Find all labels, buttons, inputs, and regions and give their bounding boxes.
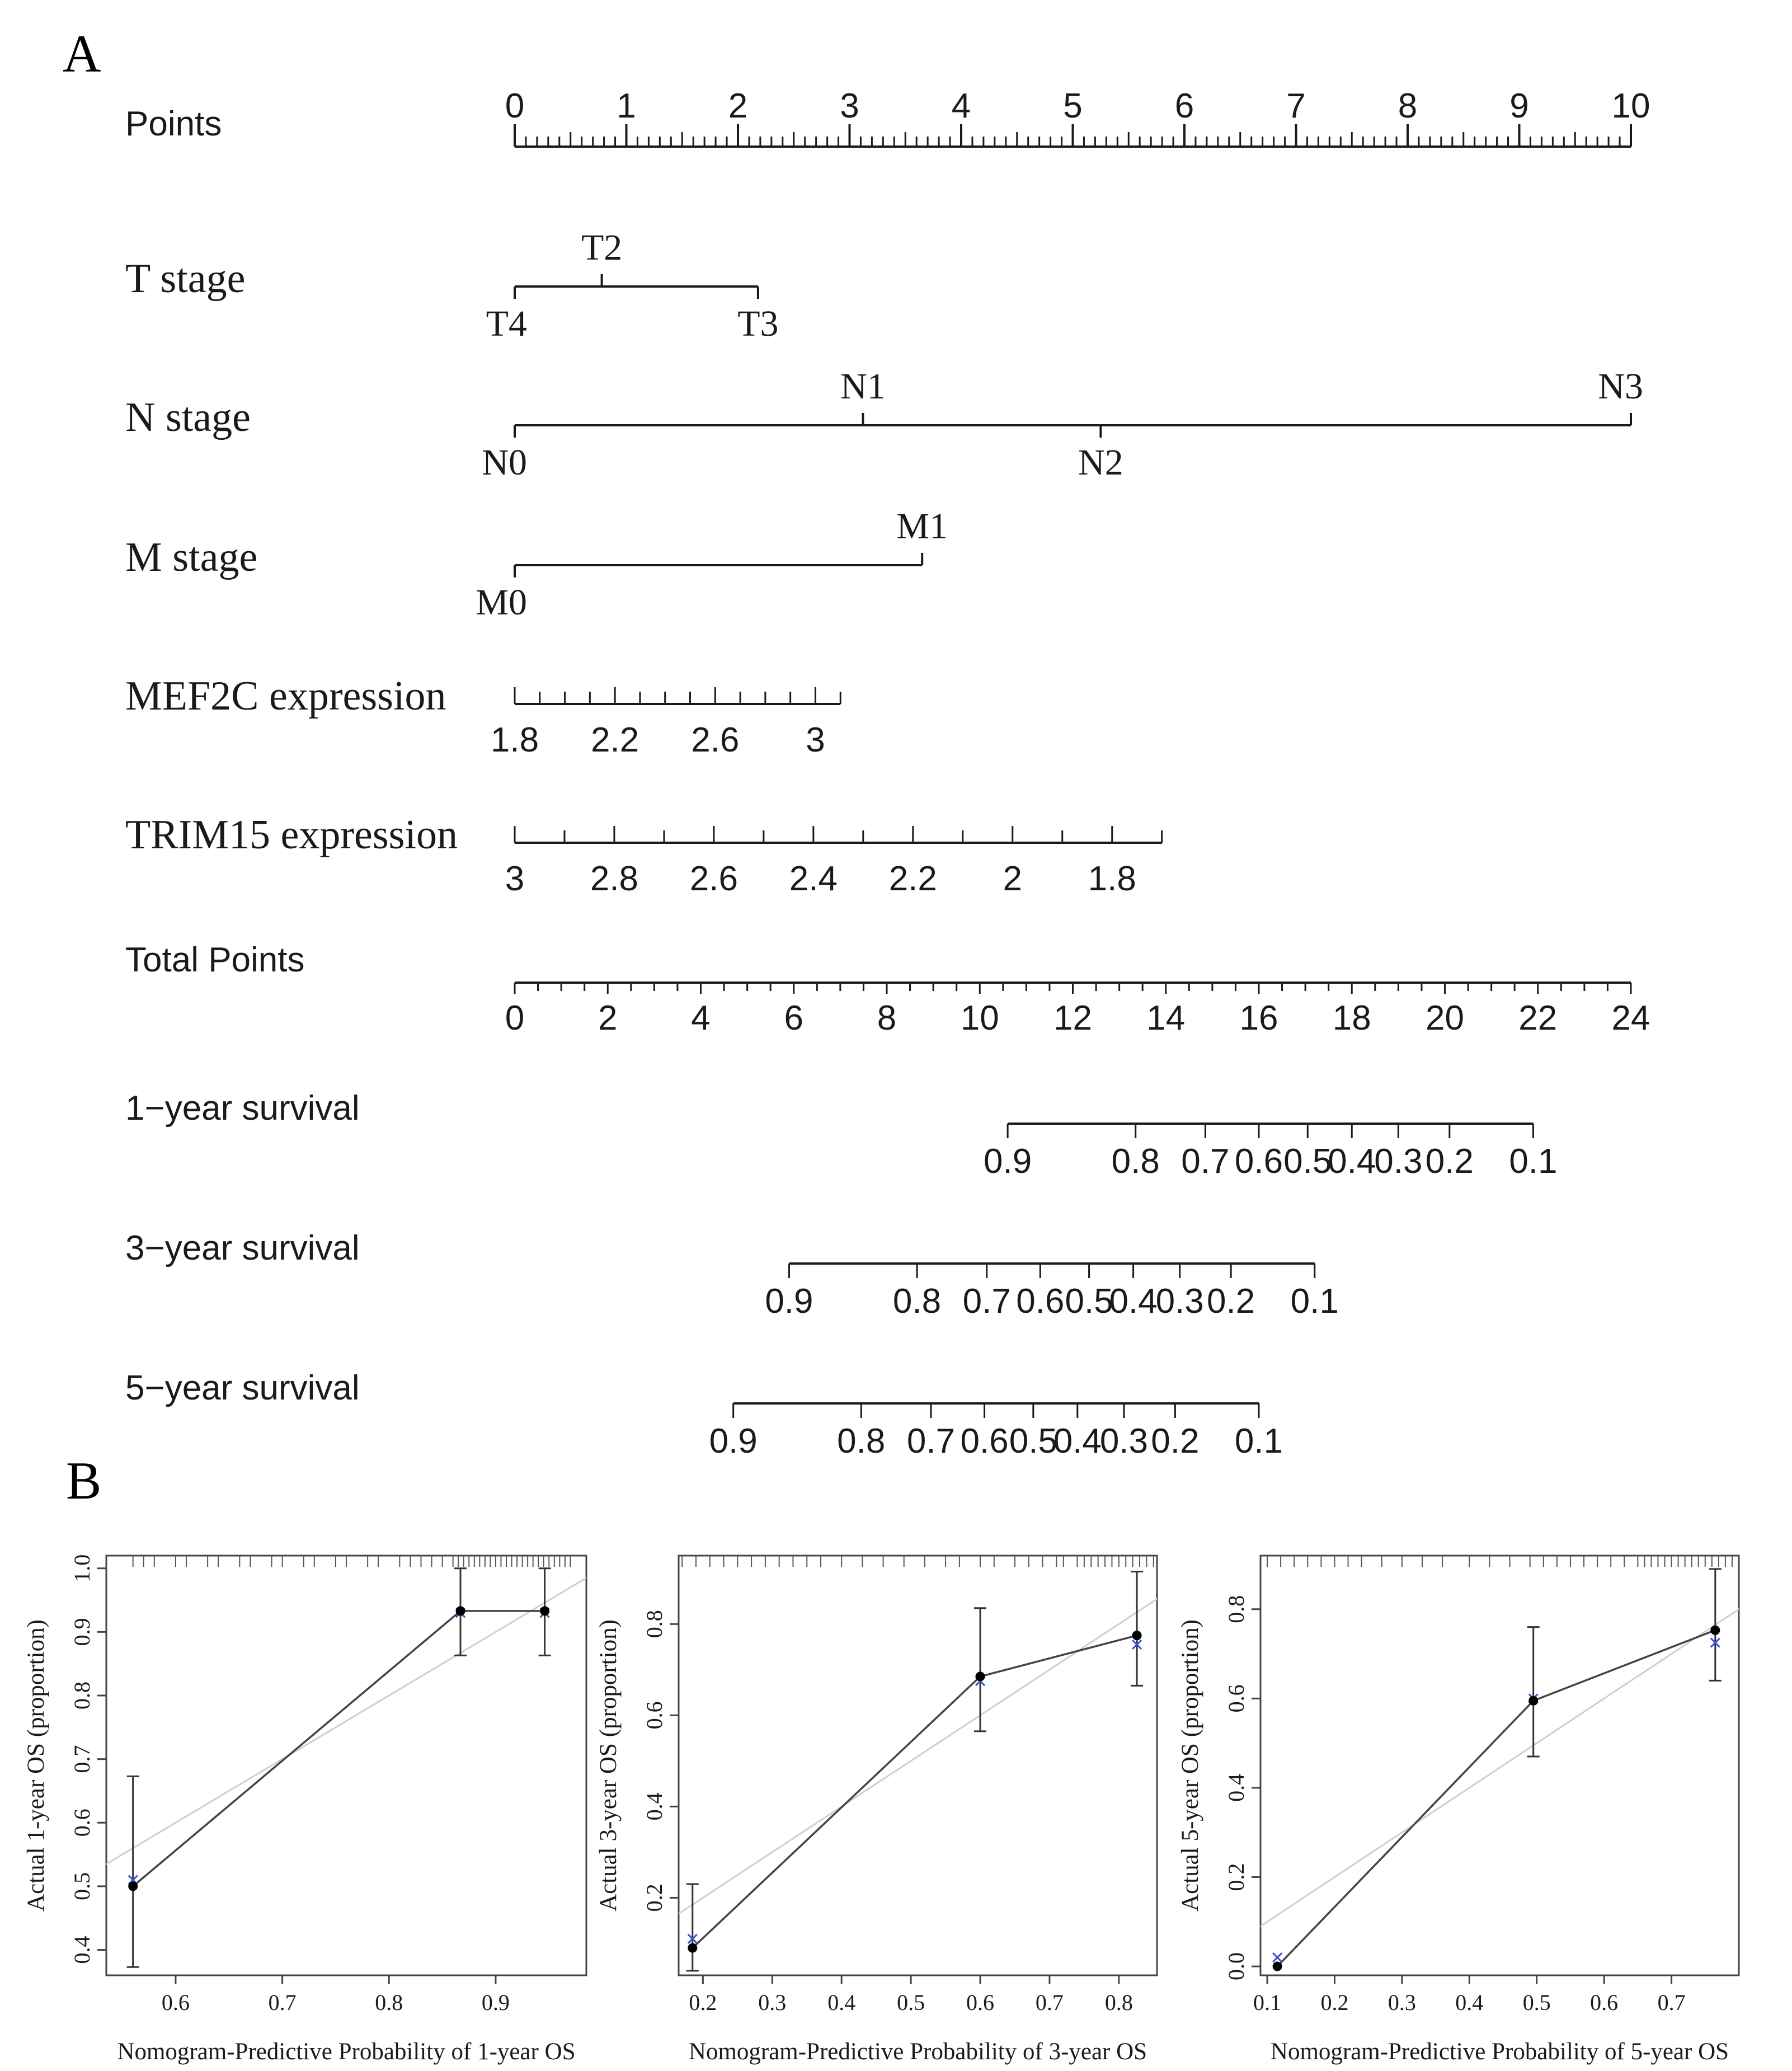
survival-tick-label: 0.4 (1053, 1422, 1102, 1460)
row-label-mef2c-expression: MEF2C expression (125, 673, 446, 719)
continuous-tick-label: 2.6 (691, 721, 740, 759)
x-axis-title: Nomogram-Predictive Probability of 3-year OS (688, 2039, 1147, 2065)
observed-point (1528, 1696, 1538, 1706)
survival-tick-label: 0.7 (1181, 1142, 1230, 1181)
survival-tick-label: 0.8 (837, 1422, 886, 1460)
points-tick-label: 9 (1509, 87, 1529, 125)
total-tick-label: 18 (1332, 999, 1371, 1037)
y-tick-label: 0.4 (69, 1936, 95, 1964)
plot-frame (1260, 1556, 1739, 1975)
observed-point (456, 1606, 465, 1616)
continuous-tick-label: 2.2 (591, 721, 639, 759)
continuous-tick-label: 2.6 (689, 860, 739, 898)
survival-tick-label: 0.1 (1509, 1142, 1558, 1181)
x-tick-label: 0.8 (375, 1990, 403, 2015)
level-label-t2: T2 (581, 227, 623, 268)
observed-point (976, 1672, 985, 1682)
x-tick-label: 0.3 (758, 1990, 787, 2015)
survival-tick-label: 0.7 (906, 1422, 956, 1460)
y-tick-label: 0.8 (69, 1682, 95, 1710)
row-label-m-stage: M stage (125, 534, 258, 580)
total-tick-label: 12 (1053, 999, 1092, 1037)
survival-tick-label: 0.1 (1290, 1282, 1339, 1321)
survival-tick-label: 0.2 (1425, 1142, 1474, 1181)
continuous-tick-label: 2.2 (888, 860, 937, 898)
x-tick-label: 0.2 (1320, 1990, 1349, 2015)
calibration-plot-2 (595, 1556, 1188, 2065)
points-tick-label: 7 (1286, 87, 1306, 125)
survival-tick-label: 0.5 (1065, 1282, 1113, 1321)
continuous-tick-label: 3 (505, 860, 525, 898)
level-label-m0: M0 (476, 582, 527, 623)
x-tick-label: 0.6 (1590, 1990, 1619, 2015)
y-tick-label: 0.6 (642, 1701, 667, 1730)
calibration-panels (23, 1555, 1792, 2065)
level-label-n3: N3 (1598, 366, 1643, 407)
y-tick-label: 0.6 (1224, 1684, 1249, 1713)
level-label-m1: M1 (896, 506, 948, 547)
continuous-tick-label: 2 (1003, 860, 1023, 898)
ideal-reference-line (101, 1568, 602, 1867)
calibration-plot-1 (23, 1555, 603, 2065)
row-label-5-year-survival: 5−year survival (125, 1369, 360, 1407)
continuous-tick-label: 2.8 (590, 860, 639, 898)
total-tick-label: 22 (1518, 999, 1558, 1037)
continuous-tick-label: 3 (806, 721, 825, 759)
survival-tick-label: 0.5 (1009, 1422, 1057, 1460)
observed-line (1277, 1630, 1715, 1966)
y-tick-label: 0.5 (69, 1872, 95, 1900)
y-tick-label: 0.8 (642, 1610, 667, 1638)
total-tick-label: 24 (1611, 999, 1650, 1037)
total-tick-label: 10 (960, 999, 999, 1037)
continuous-tick-label: 2.4 (789, 860, 838, 898)
x-tick-label: 0.2 (689, 1990, 717, 2015)
y-tick-label: 0.0 (1224, 1952, 1249, 1981)
survival-tick-label: 0.2 (1151, 1422, 1200, 1460)
continuous-tick-label: 1.8 (1088, 860, 1136, 898)
survival-tick-label: 0.7 (962, 1282, 1011, 1321)
level-label-t3: T3 (737, 303, 779, 344)
x-tick-label: 0.7 (1035, 1990, 1064, 2015)
x-tick-label: 0.7 (1657, 1990, 1686, 2015)
points-tick-label: 0 (505, 87, 525, 125)
x-tick-label: 0.9 (481, 1990, 510, 2015)
row-label-n-stage: N stage (125, 395, 251, 440)
survival-tick-label: 0.3 (1374, 1142, 1423, 1181)
observed-point (688, 1943, 697, 1953)
x-tick-label: 0.6 (161, 1990, 190, 2015)
level-label-n2: N2 (1078, 442, 1123, 483)
survival-tick-label: 0.3 (1099, 1422, 1149, 1460)
y-tick-label: 0.4 (642, 1792, 667, 1821)
y-axis-title: Actual 5-year OS (proportion) (1177, 1619, 1203, 1912)
points-tick-label: 4 (951, 87, 971, 125)
y-tick-label: 0.4 (1224, 1773, 1249, 1802)
survival-tick-label: 0.9 (709, 1422, 758, 1460)
points-tick-label: 6 (1174, 87, 1194, 125)
total-tick-label: 14 (1146, 999, 1186, 1037)
x-axis-title: Nomogram-Predictive Probability of 5-year OS (1270, 2039, 1729, 2065)
y-tick-label: 0.7 (69, 1745, 95, 1773)
total-tick-label: 4 (691, 999, 711, 1037)
row-label-points: Points (125, 105, 222, 143)
survival-tick-label: 0.3 (1155, 1282, 1204, 1321)
observed-point (1710, 1626, 1720, 1635)
observed-line (133, 1611, 545, 1886)
row-label-t-stage: T stage (125, 256, 246, 302)
survival-tick-label: 0.9 (984, 1142, 1032, 1181)
survival-tick-label: 0.5 (1283, 1142, 1332, 1181)
points-tick-label: 10 (1611, 87, 1650, 125)
x-tick-label: 0.3 (1387, 1990, 1416, 2015)
total-tick-label: 8 (877, 999, 897, 1037)
total-tick-label: 6 (784, 999, 803, 1037)
y-tick-label: 0.9 (69, 1618, 95, 1646)
x-axis-title: Nomogram-Predictive Probability of 1-year OS (117, 2039, 576, 2065)
survival-tick-label: 0.1 (1234, 1422, 1283, 1460)
total-tick-label: 2 (598, 999, 618, 1037)
x-tick-label: 0.1 (1253, 1990, 1282, 2015)
x-tick-label: 0.6 (966, 1990, 995, 2015)
plot-frame (106, 1556, 586, 1975)
survival-tick-label: 0.6 (1234, 1142, 1283, 1181)
observed-point (128, 1881, 138, 1891)
observed-point (540, 1606, 549, 1616)
x-tick-label: 0.7 (268, 1990, 297, 2015)
y-tick-label: 0.6 (69, 1809, 95, 1837)
nomogram (125, 87, 1650, 1460)
observed-line (693, 1636, 1137, 1948)
survival-tick-label: 0.9 (765, 1282, 813, 1321)
level-label-n0: N0 (482, 442, 527, 483)
total-tick-label: 20 (1426, 999, 1464, 1037)
y-tick-label: 1.0 (69, 1554, 95, 1582)
observed-point (1132, 1631, 1142, 1640)
x-tick-label: 0.8 (1104, 1990, 1133, 2015)
points-tick-label: 3 (840, 87, 859, 125)
level-label-t4: T4 (486, 303, 527, 344)
x-tick-label: 0.4 (1455, 1990, 1484, 2015)
survival-tick-label: 0.6 (960, 1422, 1009, 1460)
total-tick-label: 16 (1239, 999, 1278, 1037)
ideal-reference-line (668, 1579, 1188, 1920)
panel-label-b: B (66, 1451, 102, 1510)
row-label-1-year-survival: 1−year survival (125, 1089, 360, 1128)
points-tick-label: 1 (617, 87, 636, 125)
calibration-plot-3 (1177, 1556, 1792, 2065)
row-label-3-year-survival: 3−year survival (125, 1229, 360, 1267)
y-axis-title: Actual 1-year OS (proportion) (23, 1619, 49, 1912)
level-label-n1: N1 (840, 366, 886, 407)
survival-tick-label: 0.4 (1109, 1282, 1158, 1321)
points-tick-label: 2 (728, 87, 748, 125)
y-tick-label: 0.2 (1224, 1863, 1249, 1891)
x-tick-label: 0.4 (827, 1990, 856, 2015)
panel-label-a: A (63, 24, 101, 83)
y-tick-label: 0.2 (642, 1884, 667, 1912)
x-tick-label: 0.5 (1522, 1990, 1551, 2015)
survival-tick-label: 0.8 (1111, 1142, 1160, 1181)
row-label-trim15-expression: TRIM15 expression (125, 812, 458, 858)
total-tick-label: 0 (505, 999, 525, 1037)
row-label-total-points: Total Points (125, 941, 305, 979)
bias-corrected-marker (1273, 1953, 1282, 1962)
x-tick-label: 0.5 (897, 1990, 925, 2015)
observed-point (1273, 1962, 1282, 1971)
survival-tick-label: 0.2 (1207, 1282, 1255, 1321)
continuous-tick-label: 1.8 (490, 721, 539, 759)
y-tick-label: 0.8 (1224, 1595, 1249, 1623)
plot-frame (679, 1556, 1157, 1975)
survival-tick-label: 0.6 (1016, 1282, 1065, 1321)
survival-tick-label: 0.8 (892, 1282, 942, 1321)
points-tick-label: 8 (1398, 87, 1418, 125)
points-tick-label: 5 (1063, 87, 1083, 125)
ideal-reference-line (1234, 1565, 1792, 1944)
y-axis-title: Actual 3-year OS (proportion) (595, 1619, 622, 1912)
survival-tick-label: 0.4 (1328, 1142, 1376, 1181)
